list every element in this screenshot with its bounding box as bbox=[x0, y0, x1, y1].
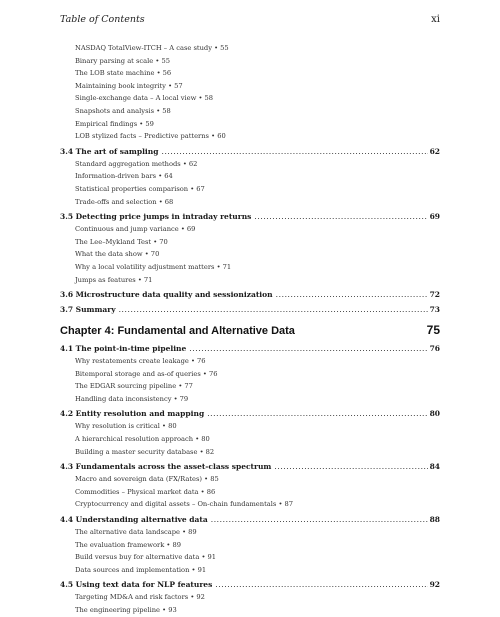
toc-section-title: 3.4 The art of sampling bbox=[60, 146, 159, 156]
dot-leader bbox=[276, 288, 428, 301]
toc-subentry[interactable]: The LOB state machine • 56 bbox=[75, 69, 172, 78]
toc-subentry[interactable]: Build versus buy for alternative data • 91 bbox=[75, 553, 217, 562]
toc-subentry[interactable]: Why restatements create leakage • 76 bbox=[75, 357, 206, 366]
toc-subentry[interactable]: Jumps as features • 71 bbox=[75, 275, 153, 284]
toc-subentry[interactable]: Snapshots and analysis • 58 bbox=[75, 106, 171, 115]
toc-subentry[interactable]: Macro and sovereign data (FX/Rates) • 85 bbox=[75, 475, 219, 484]
toc-subentry[interactable]: The alternative data landscape • 89 bbox=[75, 528, 197, 537]
toc-section-title: 4.5 Using text data for NLP features bbox=[60, 580, 213, 590]
dot-leader bbox=[274, 460, 427, 473]
toc-section-entry[interactable] bbox=[60, 145, 440, 158]
toc-subentry[interactable]: Single-exchange data – A local view • 58 bbox=[75, 94, 214, 103]
toc-chapter-page: 75 bbox=[426, 323, 440, 338]
toc-section-entry[interactable] bbox=[60, 342, 440, 355]
toc-subentry[interactable]: What the data show • 70 bbox=[75, 250, 160, 259]
toc-section-page: 69 bbox=[429, 212, 440, 222]
toc-subentry[interactable]: Why resolution is critical • 80 bbox=[75, 422, 177, 431]
dot-leader bbox=[207, 407, 427, 420]
toc-section-title: 3.6 Microstructure data quality and sessionization bbox=[60, 290, 273, 300]
toc-subentry[interactable]: Bitemporal storage and as-of queries • 76 bbox=[75, 369, 218, 378]
toc-section-title: 4.1 The point-in-time pipeline bbox=[60, 344, 187, 354]
toc-section-entry[interactable] bbox=[60, 288, 440, 301]
toc-section-entry[interactable] bbox=[60, 210, 440, 223]
toc-chapter-title: Chapter 4: Fundamental and Alternative Data bbox=[60, 325, 295, 338]
toc-subentry[interactable]: LOB stylized facts – Predictive patterns • 60 bbox=[75, 132, 226, 141]
toc-subentry[interactable]: Why a local volatility adjustment matters • 71 bbox=[75, 262, 232, 271]
toc-subentry[interactable]: Targeting MD&A and risk factors • 92 bbox=[75, 593, 205, 602]
dot-leader bbox=[254, 210, 427, 223]
toc-subentry[interactable]: Maintaining book integrity • 57 bbox=[75, 81, 183, 90]
toc-section-page: 62 bbox=[429, 146, 440, 156]
toc-section-entry[interactable] bbox=[60, 460, 440, 473]
toc-subentry[interactable]: Binary parsing at scale • 55 bbox=[75, 56, 170, 65]
toc-subentry[interactable]: Commodities – Physical market data • 86 bbox=[75, 487, 216, 496]
toc-subentry[interactable]: Information-driven bars • 64 bbox=[75, 172, 173, 181]
toc-section-page: 80 bbox=[429, 409, 440, 419]
toc-section-page: 73 bbox=[429, 305, 440, 315]
toc-subentry[interactable]: NASDAQ TotalView-ITCH – A case study • 55 bbox=[75, 44, 229, 52]
dot-leader bbox=[161, 145, 427, 158]
toc-section-page: 84 bbox=[429, 462, 440, 472]
toc-subentry[interactable]: The evaluation framework • 89 bbox=[75, 540, 181, 549]
toc-subentry[interactable]: Cryptocurrency and digital assets – On-chain fundamentals • 87 bbox=[75, 500, 294, 509]
running-header-title: Table of Contents bbox=[60, 14, 145, 25]
toc-section-title: 3.5 Detecting price jumps in intraday returns bbox=[60, 212, 252, 222]
toc-subentry[interactable]: A hierarchical resolution approach • 80 bbox=[75, 435, 210, 444]
toc-subentry[interactable]: The engineering pipeline • 93 bbox=[75, 606, 177, 614]
toc-section-title: 3.7 Summary bbox=[60, 305, 116, 315]
dot-leader bbox=[189, 342, 427, 355]
toc-subentry[interactable]: Handling data inconsistency • 79 bbox=[75, 394, 189, 403]
toc-section-page: 72 bbox=[429, 290, 440, 300]
toc-subentry[interactable]: Building a master security database • 82 bbox=[75, 447, 215, 456]
toc-list bbox=[60, 42, 440, 617]
toc-section-entry[interactable] bbox=[60, 513, 440, 526]
toc-section-page: 92 bbox=[429, 580, 440, 590]
toc-section-entry[interactable] bbox=[60, 303, 440, 316]
toc-subentry[interactable]: Data sources and implementation • 91 bbox=[75, 565, 207, 574]
toc-section-entry[interactable] bbox=[60, 578, 440, 591]
toc-chapter-entry[interactable] bbox=[60, 323, 440, 337]
toc-subentry[interactable]: The Lee–Mykland Test • 70 bbox=[75, 237, 168, 246]
running-header bbox=[60, 14, 440, 25]
toc-subentry[interactable]: Trade-offs and selection • 68 bbox=[75, 197, 174, 206]
toc-subentry[interactable]: Empirical findings • 59 bbox=[75, 119, 154, 128]
toc-section-title: 4.4 Understanding alternative data bbox=[60, 515, 208, 525]
toc-subentry[interactable]: Continuous and jump variance • 69 bbox=[75, 225, 196, 234]
toc-section-page: 76 bbox=[429, 344, 440, 354]
toc-subentry[interactable]: Statistical properties comparison • 67 bbox=[75, 184, 205, 193]
toc-section-title: 4.3 Fundamentals across the asset-class spectrum bbox=[60, 462, 272, 472]
toc-section-page: 88 bbox=[429, 515, 440, 525]
dot-leader bbox=[211, 513, 428, 526]
running-header-page-number: xi bbox=[431, 14, 440, 25]
toc-subentry[interactable]: Standard aggregation methods • 62 bbox=[75, 159, 198, 168]
dot-leader bbox=[215, 578, 427, 591]
toc-section-entry[interactable] bbox=[60, 407, 440, 420]
toc-section-title: 4.2 Entity resolution and mapping bbox=[60, 409, 205, 419]
dot-leader bbox=[119, 303, 428, 316]
toc-subentry[interactable]: The EDGAR sourcing pipeline • 77 bbox=[75, 382, 193, 391]
